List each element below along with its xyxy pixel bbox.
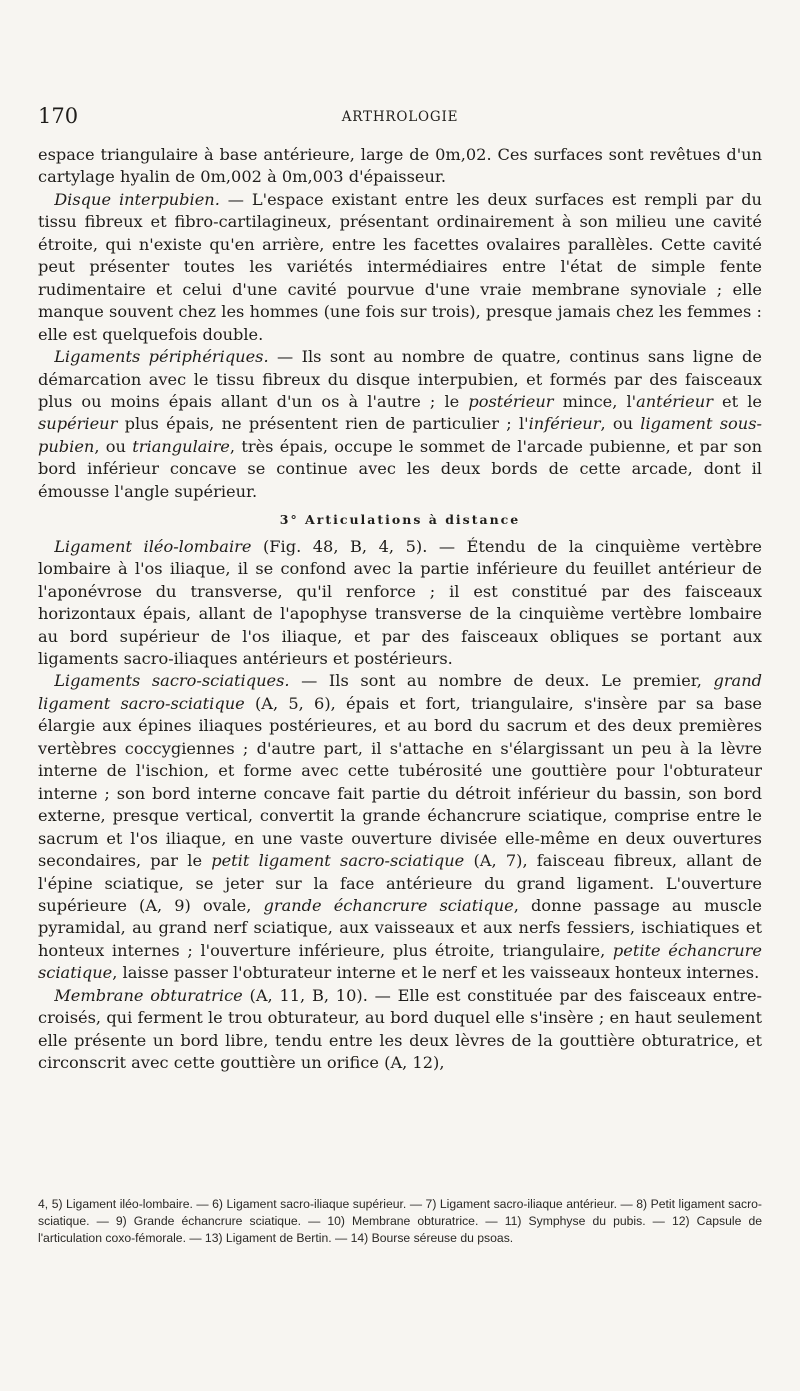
text-run: mince, l' <box>553 391 637 411</box>
body-text <box>38 144 762 1075</box>
text-run: , ou <box>600 414 641 434</box>
italic-term: grande échancrure sciatique <box>263 895 514 915</box>
text-run: et le <box>712 391 762 411</box>
running-title: ARTHROLOGIE <box>341 109 459 125</box>
paragraph-heading: Ligaments périphériques. <box>54 347 269 367</box>
paragraph-membrane-obturatrice <box>38 985 762 1075</box>
text-run: , laisse passer l'obturateur interne et le nerf et les vaisseaux honteux internes. <box>112 963 760 983</box>
italic-term: ligament sous-pubien <box>38 414 762 456</box>
section-heading: 3° Articulations à distance <box>279 512 521 528</box>
text-run: , très épais, occupe le sommet de l'arcade pubienne, et par son bord inférieur concave se continue avec les deux bords de cette arcade, dont il émousse l'angle supérieur. <box>38 436 763 501</box>
italic-term: inférieur <box>528 414 601 434</box>
paragraph-heading: Disque interpubien. <box>54 189 220 209</box>
paragraph <box>38 144 762 189</box>
page-header <box>38 104 762 130</box>
italic-term: antérieur <box>636 391 713 411</box>
paragraph-ligament-ileo-lombaire <box>38 536 762 671</box>
text-run: — Ils sont au nombre de quatre, continus sans ligne de démarcation avec le tissu fibreux du disque interpubien, et formés par des faisceaux plus ou moins épais allant d'un os à l'autre ; le <box>38 347 762 411</box>
paragraph-heading: Ligament iléo-lombaire <box>54 536 252 556</box>
paragraph-text: — L'espace existant entre les deux surfaces est rempli par du tissu fibreux et fibro-cartilagineux, présentant ordinairement à son milieu une cavité étroite, qui n'existe qu'en arrière, entre les facettes ovalaires parallèles. Cette cavité peut présenter toutes les variétés intermédiaires entre l'état de simple fente rudimentaire et celui d'une cavité pourvue d'une vraie membrane synoviale ; elle manque souvent chez les hommes (une fois sur trois), presque jamais chez les femmes : elle est quelquefois double. <box>38 189 762 344</box>
paragraph-disque-interpubien <box>38 189 762 346</box>
page-number: 170 <box>38 104 79 128</box>
paragraph-text: (A, 11, B, 10). — Elle est constituée par des faisceaux entre-croisés, qui ferment le trou obturateur, au bord duquel elle s'insère ; en haut seulement elle présente un bord libre, tendu entre les deux lèvres de la gouttière obturatrice, et circonscrit avec cette gouttière un orifice (A, 12), <box>38 985 762 1073</box>
text-run: , ou <box>94 436 133 456</box>
text-run: (A, 7), faisceau fibreux, allant de l'épine sciatique, se jeter sur la face antérieure du grand ligament. L'ouverture supérieure (A, 9) ovale, <box>38 851 762 915</box>
paragraph-text: espace triangulaire à base antérieure, large de 0m,02. Ces surfaces sont revêtues d'un cartylage hyalin de 0m,002 à 0m,003 d'épaisseur. <box>38 145 762 187</box>
text-run: , donne passage au muscle pyramidal, au grand nerf sciatique, aux vaisseaux et aux nerfs fessiers, ischiatiques et honteux internes ; l'ouverture inférieure, plus étroite, triangulaire, <box>38 895 762 960</box>
paragraph-text: (Fig. 48, B, 4, 5). — Étendu de la cinquième vertèbre lombaire à l'os iliaque, il se confond avec la partie inférieure du feuillet antérieur de l'aponévrose du transverse, qu'il renforce ; il est constitué par des faisceaux horizontaux épais, allant de l'apophyse transverse de la cinquième vertèbre lombaire au bord supérieur de l'os iliaque, et par des faisceaux obliques se portant aux ligaments sacro-iliaques antérieurs et postérieurs. <box>38 536 762 668</box>
paragraph-heading: Ligaments sacro-sciatiques. <box>54 671 290 691</box>
italic-term: grand ligament sacro-sciatique <box>38 671 762 713</box>
text-run: (A, 5, 6), épais et fort, triangulaire, s'insère par sa base élargie aux épines iliaques postérieures, et au bord du sacrum et des deux premières vertèbres coccygiennes ; d'autre part, il s'attache en s'élargissant un peu à la lèvre interne de l'ischion, et forme avec cette tubérosité une gouttière pour l'obturateur interne ; son bord interne concave fait partie du détroit inférieur du bassin, son bord externe, presque vertical, convertit la grande échancrure sciatique, comprise entre le sacrum et l'os iliaque, en une vaste ouverture divisée elle-même en deux ouvertures secondaires, par le <box>38 693 762 871</box>
italic-term: petite échancrure sciatique <box>38 940 762 983</box>
italic-term: triangulaire <box>132 436 230 456</box>
italic-term: petit ligament sacro-sciatique <box>211 851 465 871</box>
paragraph-ligaments-sacro-sciatiques <box>38 670 762 984</box>
figure-legend-footnote: 4, 5) Ligament iléo-lombaire. — 6) Ligament sacro-iliaque supérieur. — 7) Ligament sacro-iliaque antérieur. — 8) Petit ligament sacro-sciatique. — 9) Grande échancrure sciatique. — 10) Membrane obturatrice. — 11) Symphyse du pubis. — 12) Capsule de l'articulation coxo-fémorale. — 13) Ligament de Bertin. — 14) Bourse séreuse du psoas. <box>38 1197 762 1245</box>
italic-term: postérieur <box>468 391 554 411</box>
text-run: — Ils sont au nombre de deux. Le premier, <box>289 671 714 691</box>
paragraph-ligaments-peripheriques <box>38 346 762 503</box>
text-run: plus épais, ne présentent rien de particulier ; l' <box>117 414 529 434</box>
italic-term: supérieur <box>38 414 118 434</box>
paragraph-heading: Membrane obturatrice <box>54 985 243 1005</box>
